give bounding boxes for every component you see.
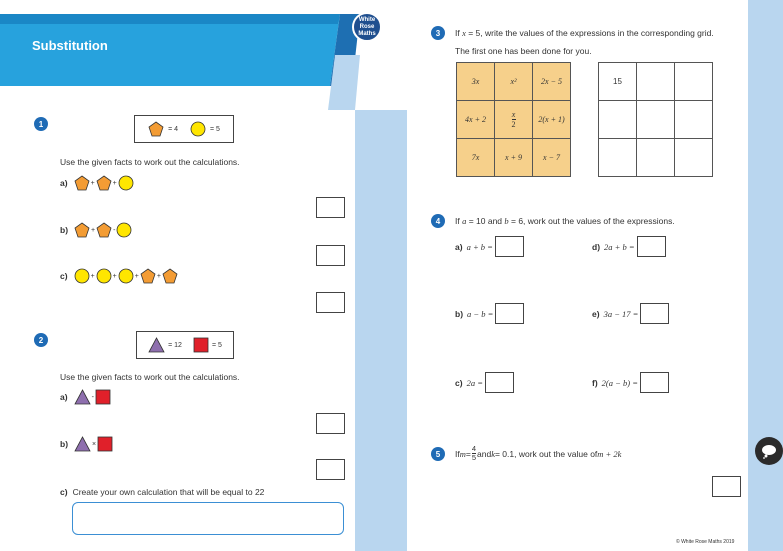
q4b-expr: a − b = xyxy=(467,308,494,319)
q4a-answer-box[interactable] xyxy=(495,236,524,257)
circle-icon xyxy=(118,268,134,284)
q4e-expr: 3a − 17 = xyxy=(603,308,639,319)
q2b-expression xyxy=(60,436,113,452)
q1b-label: b) xyxy=(60,225,69,235)
q5-answer-box[interactable] xyxy=(712,476,741,497)
pentagon-icon xyxy=(96,222,112,238)
plus-op: + xyxy=(91,226,96,234)
question-number-3: 3 xyxy=(431,26,445,40)
pentagon-icon xyxy=(74,222,90,238)
grid-cell: 7x xyxy=(457,139,495,177)
q2c-label: c) xyxy=(60,487,68,497)
question-number-4: 4 xyxy=(431,214,445,228)
q4b-label: b) xyxy=(455,308,464,319)
grid-cell: x + 9 xyxy=(495,139,533,177)
q4-instruction: If a = 10 and b = 6, work out the values of the expressions. xyxy=(455,216,675,226)
q4f-answer-box[interactable] xyxy=(640,372,669,393)
page-title: Substitution xyxy=(32,38,108,53)
circle-icon xyxy=(118,175,134,191)
q1-facts-box xyxy=(134,115,234,143)
fraction-denominator: 2 xyxy=(511,120,516,129)
q2a-answer-box[interactable] xyxy=(316,413,345,434)
circle-icon xyxy=(116,222,132,238)
question-number-1: 1 xyxy=(34,117,48,131)
fraction-denominator: 5 xyxy=(471,453,477,462)
q4d-label: d) xyxy=(592,241,601,252)
q2c-prompt xyxy=(60,487,264,497)
pentagon-fact: = 4 xyxy=(168,125,178,133)
q4c-answer-box[interactable] xyxy=(485,372,514,393)
circle-icon xyxy=(190,121,206,137)
answer-cell[interactable] xyxy=(637,139,675,177)
q4b-item xyxy=(455,303,524,324)
pentagon-icon xyxy=(140,268,156,284)
q4f-label: f) xyxy=(592,377,598,388)
square-fact: = 5 xyxy=(211,341,222,349)
minus-op: - xyxy=(91,393,94,401)
q2-facts-box xyxy=(136,331,234,359)
q4f-item xyxy=(592,372,669,393)
plus-op: + xyxy=(134,272,139,280)
q4d-answer-box[interactable] xyxy=(637,236,666,257)
pentagon-icon xyxy=(96,175,112,191)
q2a-expression xyxy=(60,389,111,405)
spine-band-right xyxy=(748,0,783,551)
q5-instruction: If m = $\frac{4}{5}$ and k = 0.1, work out the value of m + 2k xyxy=(455,444,622,462)
grid-cell-fraction xyxy=(495,101,533,139)
triangle-icon xyxy=(74,436,91,452)
q3-instruction-2: The first one has been done for you. xyxy=(455,46,592,56)
circle-icon xyxy=(96,268,112,284)
grid-cell: 3x xyxy=(457,63,495,101)
plus-op: + xyxy=(156,272,161,280)
answer-cell[interactable] xyxy=(599,101,637,139)
triangle-icon xyxy=(74,389,91,405)
q4d-expr: 2a + b = xyxy=(604,241,635,252)
answer-grid xyxy=(598,62,713,177)
times-op: × xyxy=(92,440,97,448)
plus-op: + xyxy=(90,272,95,280)
question-number-2: 2 xyxy=(34,333,48,347)
grid-cell: x − 7 xyxy=(533,139,571,177)
answer-cell[interactable] xyxy=(637,63,675,101)
q1a-expression xyxy=(60,175,134,191)
q4a-item xyxy=(455,236,524,257)
pentagon-icon xyxy=(74,175,90,191)
q4d-item xyxy=(592,236,666,257)
copyright: © White Rose Maths 2019 xyxy=(676,539,735,545)
q4c-label: c) xyxy=(455,377,463,388)
square-icon xyxy=(97,436,113,452)
minus-op: - xyxy=(113,226,116,234)
circle-fact: = 5 xyxy=(210,125,220,133)
plus-op: + xyxy=(90,179,95,187)
cloud-icon xyxy=(760,443,778,459)
q1b-answer-box[interactable] xyxy=(316,245,345,266)
spine-band-left xyxy=(355,110,407,551)
triangle-fact: = 12 xyxy=(168,341,182,349)
q4e-label: e) xyxy=(592,308,600,319)
q1b-expression xyxy=(60,222,132,238)
header-banner xyxy=(0,0,360,110)
q4a-label: a) xyxy=(455,241,463,252)
grid-cell: x² xyxy=(495,63,533,101)
answer-cell[interactable] xyxy=(599,139,637,177)
grid-cell: 4x + 2 xyxy=(457,101,495,139)
q1c-label: c) xyxy=(60,271,68,281)
q4c-item xyxy=(455,372,514,393)
q2-instruction: Use the given facts to work out the calculations. xyxy=(60,372,240,382)
think-cloud-icon xyxy=(755,437,783,465)
q1-instruction: Use the given facts to work out the calculations. xyxy=(60,157,240,167)
q1c-answer-box[interactable] xyxy=(316,292,345,313)
q4e-answer-box[interactable] xyxy=(640,303,669,324)
q1a-answer-box[interactable] xyxy=(316,197,345,218)
q4f-expr: 2(a − b) = xyxy=(601,377,638,388)
square-icon xyxy=(193,337,209,353)
q4e-item xyxy=(592,303,669,324)
fraction-numerator: 4 xyxy=(471,444,477,453)
q4b-answer-box[interactable] xyxy=(495,303,524,324)
q2b-label: b) xyxy=(60,439,69,449)
q1c-expression xyxy=(60,268,178,284)
q4c-expr: 2a = xyxy=(466,377,483,388)
plus-op: + xyxy=(112,179,117,187)
question-number-5: 5 xyxy=(431,447,445,461)
answer-cell[interactable] xyxy=(637,101,675,139)
q3-instruction: If x = 5, write the values of the expressions in the corresponding grid. xyxy=(455,28,714,38)
q2a-label: a) xyxy=(60,392,68,402)
grid-cell: 2(x + 1) xyxy=(533,101,571,139)
answer-cell[interactable] xyxy=(675,63,713,101)
answer-cell[interactable] xyxy=(675,101,713,139)
answer-cell[interactable] xyxy=(675,139,713,177)
q5-fraction xyxy=(472,445,476,462)
circle-icon xyxy=(74,268,90,284)
white-rose-logo: White Rose Maths xyxy=(352,12,382,42)
pentagon-icon xyxy=(148,121,164,137)
q4a-expr: a + b = xyxy=(466,241,493,252)
expression-grid xyxy=(456,62,571,177)
q1a-label: a) xyxy=(60,178,68,188)
q2c-answer-area[interactable] xyxy=(72,502,344,535)
q2b-answer-box[interactable] xyxy=(316,459,345,480)
fraction-numerator: x xyxy=(511,110,516,119)
triangle-icon xyxy=(148,337,165,353)
q2c-text: Create your own calculation that will be equal to 22 xyxy=(72,487,265,497)
plus-op: + xyxy=(112,272,117,280)
answer-cell: 15 xyxy=(599,63,637,101)
grid-cell: 2x − 5 xyxy=(533,63,571,101)
pentagon-icon xyxy=(162,268,178,284)
square-icon xyxy=(95,389,111,405)
